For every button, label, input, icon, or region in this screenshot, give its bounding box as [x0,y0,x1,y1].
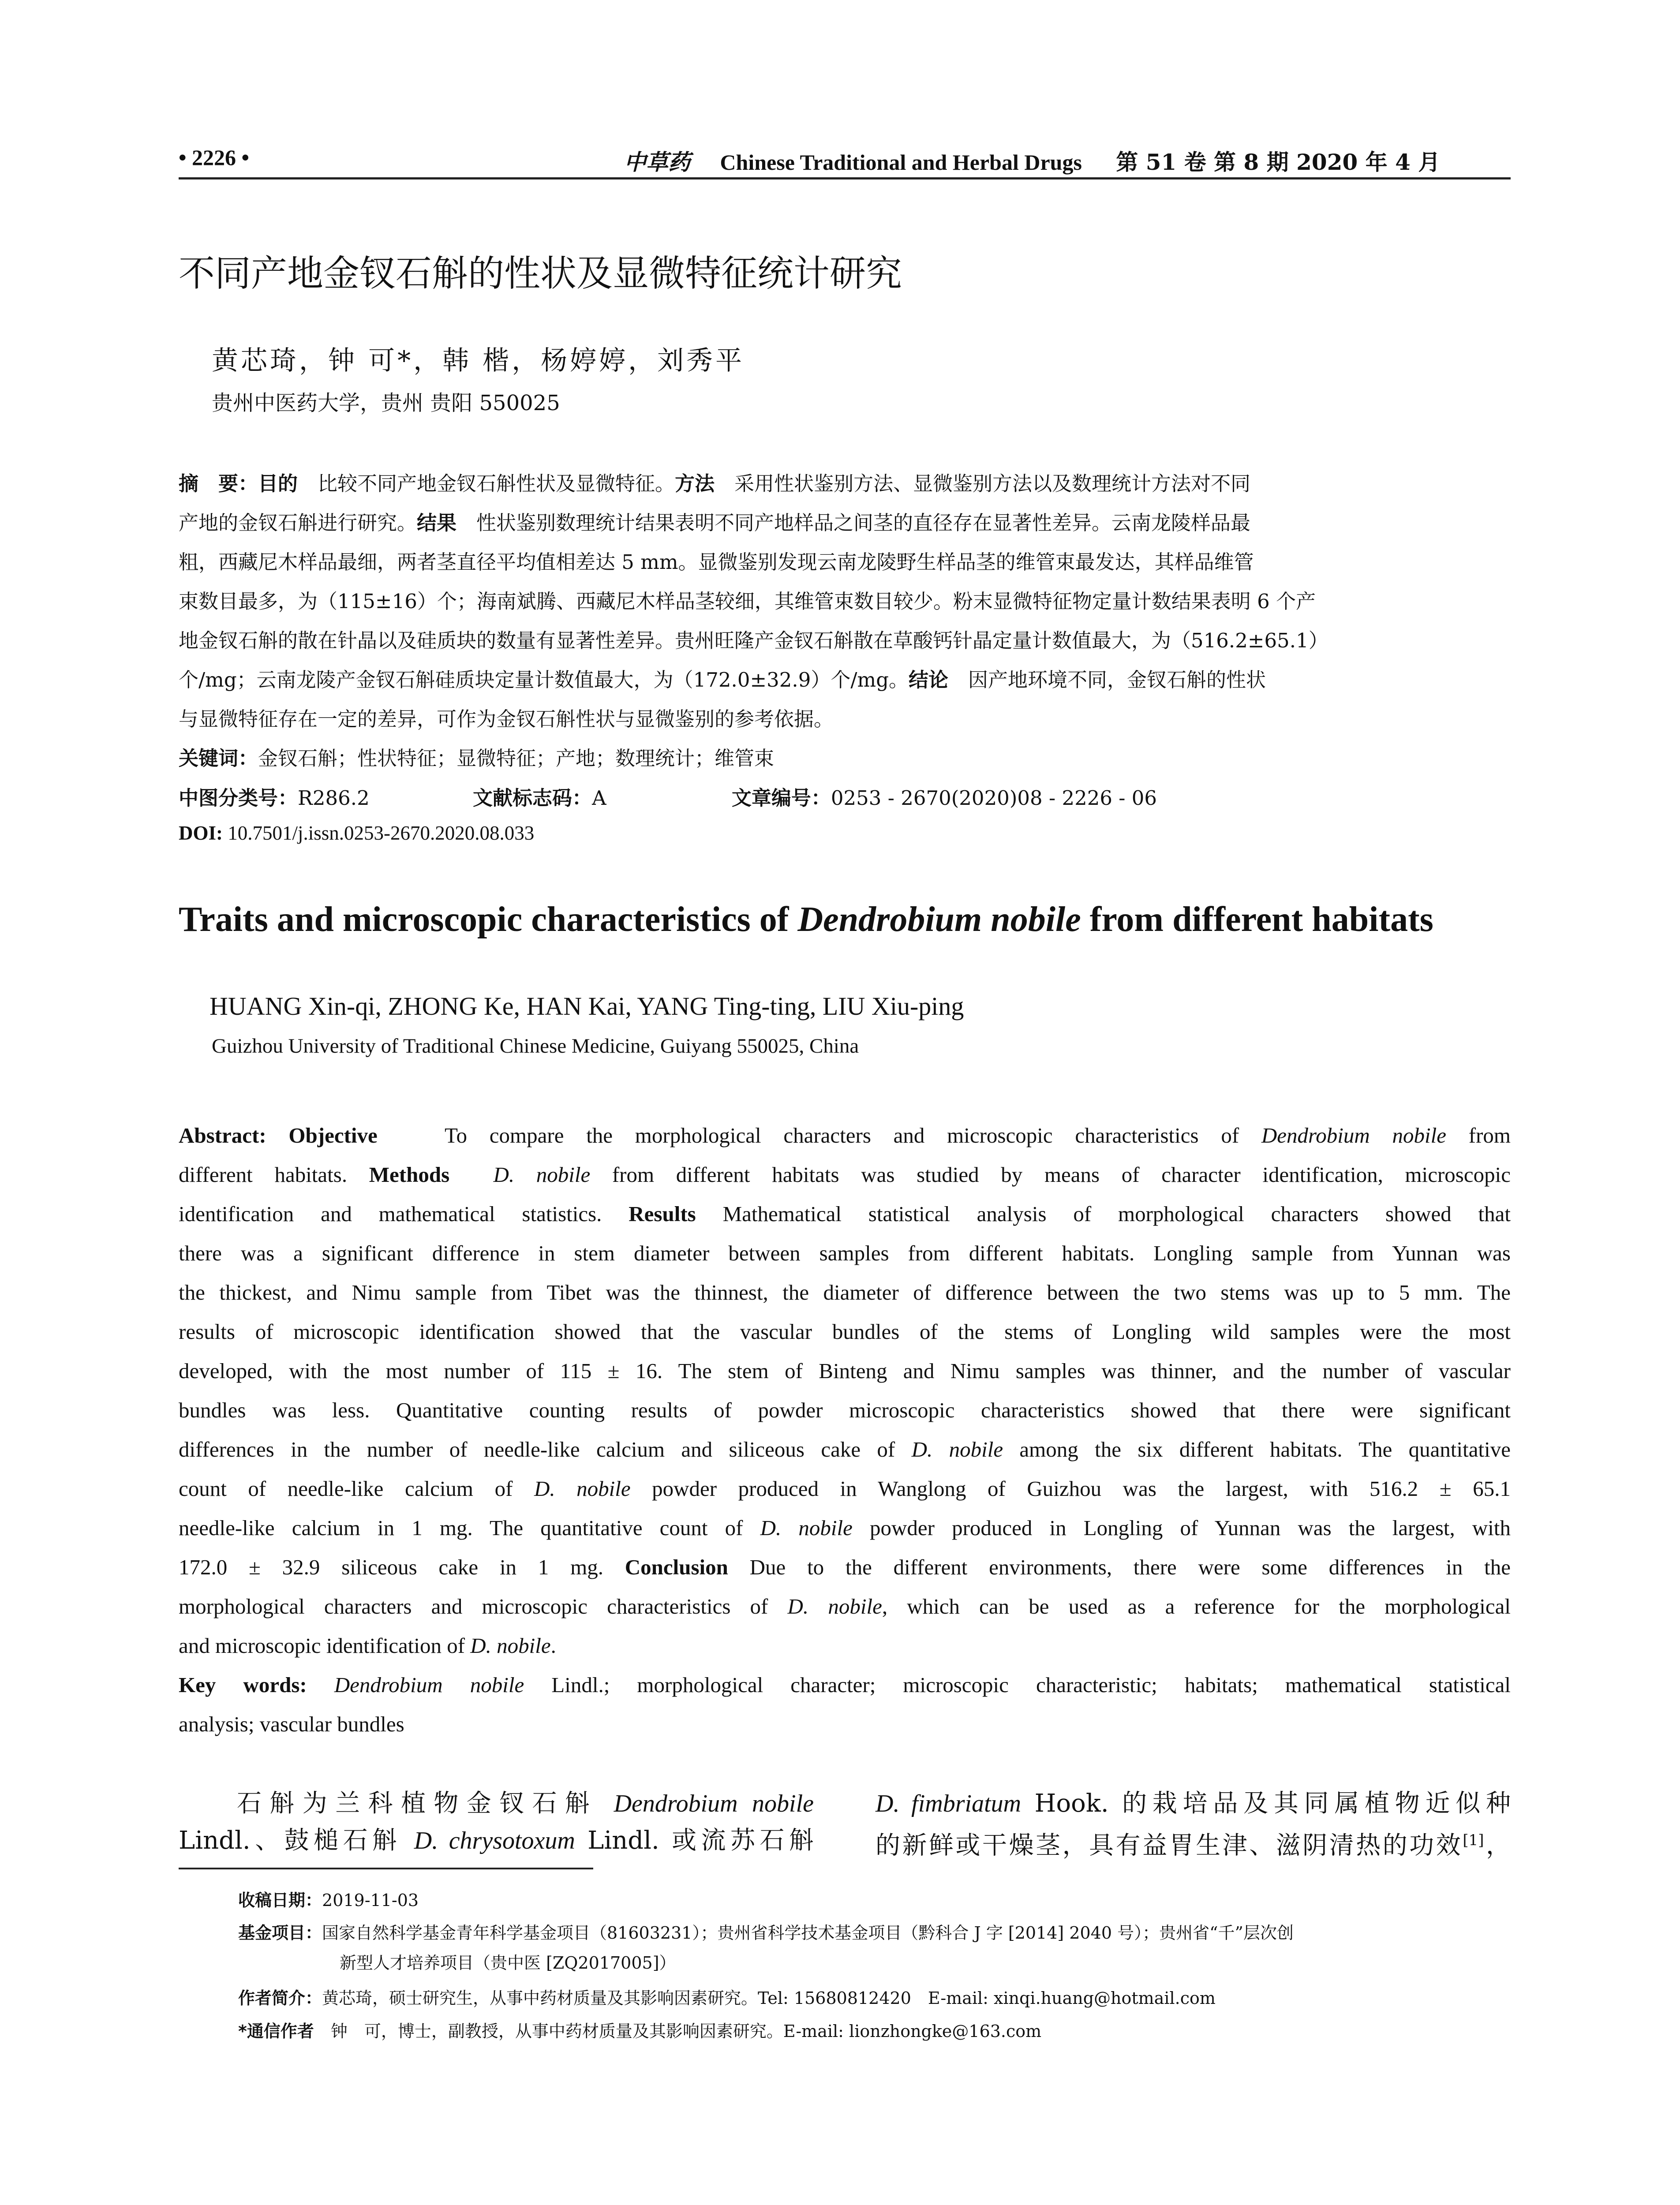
classification-line [179,782,1157,811]
body-text: Lindl. 或流苏石斛 [575,1826,814,1855]
abstract-en-text: and microscopic identification of [179,1633,471,1658]
journal-name-cn: 中草药 [624,149,690,175]
results-label-en: Results [629,1202,696,1226]
conclusion-label-cn: 结论 [909,668,949,691]
footnote-rule [179,1868,593,1869]
fund-label: 基金项目： [238,1923,322,1943]
article-no-label: 文章编号： [731,786,831,810]
footnote-author [238,1984,1216,2012]
abstract-en-text: needle-like calcium in 1 mg. The quantitative count of [179,1516,760,1540]
abstract-en-text: identification and mathematical statistics. [179,1202,629,1226]
abstract-en-text: different habitats. [179,1162,369,1187]
species-name: D. fimbriatum [876,1790,1021,1817]
abstract-cn-text: 地金钗石斛的散在针晶以及硅质块的数量有显著性差异。贵州旺隆产金钗石斛散在草酸钙针晶定量计数值最大，为（516.2±65.1） [179,629,1328,652]
title-en-species: Dendrobium nobile [797,900,1081,939]
body-text: 石斛为兰科植物金钗石斛 [237,1789,614,1818]
species-name: D. nobile [470,1633,551,1658]
citation-ref[interactable]: [1] [1463,1831,1484,1849]
abstract-cn-text: 因产地环境不同，金钗石斛的性状 [968,668,1266,691]
clc-value: R286.2 [298,786,370,810]
article-no-value: 0253 - 2670(2020)08 - 2226 - 06 [831,786,1157,810]
keywords-en-text: analysis; vascular bundles [179,1712,404,1736]
abstract-en-text: To compare the morphological characters and microscopic characteristics of [445,1123,1261,1147]
page-number: • 2226 • [179,145,250,170]
keywords-en-label: Key words: [179,1673,307,1697]
abstract-en-text: developed, with the most number of 115 ± 16. The stem of Binteng and Nimu samples was thinner, and the number of vascular [179,1359,1511,1383]
abstract-en-text: powder produced in Longling of Yunnan was the largest, with [852,1516,1511,1540]
abstract-en [179,1116,1511,1744]
abstract-cn [179,464,1511,739]
affiliation-en: Guizhou University of Traditional Chinese Medicine, Guiyang 550025, China [212,1035,859,1058]
species-name: Dendrobium nobile [614,1790,814,1817]
received-label: 收稿日期： [238,1891,322,1910]
body-column-left [179,1785,814,1859]
keywords-en-text: Lindl.; morphological character; microscopic characteristic; habitats; mathematical statistical [524,1673,1511,1697]
doi-value: 10.7501/j.issn.0253-2670.2020.08.033 [228,822,535,844]
title-cn: 不同产地金钗石斛的性状及显微特征统计研究 [179,253,902,295]
abstract-en-text: the thickest, and Nimu sample from Tibet was the thinnest, the diameter of difference between the two stems was up to 5 mm. The [179,1280,1511,1304]
abstract-cn-text: 个/mg；云南龙陵产金钗石斛硅质块定量计数值最大，为（172.0±32.9）个/mg。 [179,668,909,691]
corresponding-label: *通信作者 [238,2022,314,2041]
abstract-cn-text: 束数目最多，为（115±16）个；海南斌腾、西藏尼木样品茎较细，其维管束数目较少。粉末显微特征物定量计数结果表明 6 个产 [179,590,1316,613]
title-en [179,900,1433,940]
species-name: D. nobile [534,1476,631,1501]
abstract-en-text: differences in the number of needle-like calcium and siliceous cake of [179,1437,912,1461]
abstract-en-text: count of needle-like calcium of [179,1476,534,1501]
footnote-received [238,1887,419,1914]
body-text: Hook. 的栽培品及其同属植物近似种 [1021,1789,1511,1818]
keywords-cn [179,742,774,771]
abstract-cn-text: 产地的金钗石斛进行研究。 [179,511,417,534]
methods-label-en: Methods [369,1162,450,1187]
abstract-cn-text: 粗，西藏尼木样品最细，两者茎直径平均值相差达 5 mm。显微鉴别发现云南龙陵野生样品茎的维管束最发达，其样品维管 [179,550,1254,574]
species-name: D. nobile [760,1516,853,1540]
abstract-en-text: Due to the different environments, there were some differences in the [728,1555,1511,1579]
abstract-en-text: there was a significant difference in stem diameter between samples from different habitats. Longling sample from Yunnan was [179,1241,1511,1265]
doi-label: DOI: [179,822,223,844]
keywords-cn-label: 关键词： [179,747,258,770]
footnote-fund [238,1919,1294,1947]
affiliation-cn: 贵州中医药大学，贵州 贵阳 550025 [212,391,560,415]
body-text: 的新鲜或干燥茎，具有益胃生津、滋阴清热的功效 [876,1831,1463,1860]
abstract-cn-text: 与显微特征存在一定的差异，可作为金钗石斛性状与显微鉴别的参考依据。 [179,707,834,731]
abstract-en-text: morphological characters and microscopic characteristics of [179,1594,788,1618]
abstract-en-text: from [1446,1123,1511,1147]
keywords-cn-text: 金钗石斛；性状特征；显微特征；产地；数理统计；维管束 [258,747,775,770]
abstract-cn-label: 摘 要： [179,472,258,495]
species-name: Dendrobium nobile [1261,1123,1446,1147]
species-name: D. chrysotoxum [414,1827,575,1854]
species-name: Dendrobium nobile [334,1673,524,1697]
abstract-en-text: from different habitats was studied by means of character identification, microscopic [590,1162,1511,1187]
abstract-en-text: 172.0 ± 32.9 siliceous cake in 1 mg. [179,1555,625,1579]
body-text: ， [1484,1831,1511,1860]
author-label: 作者简介： [238,1988,322,2008]
footnote-fund-cont: 新型人才培养项目（贵中医 [ZQ2017005]） [340,1953,676,1973]
abstract-en-text: among the six different habitats. The quantitative [1003,1437,1511,1461]
abstract-en-text: , which can be used as a reference for the morphological [882,1594,1511,1618]
title-en-text: Traits and microscopic characteristics of [179,900,798,939]
abstract-cn-text: 采用性状鉴别方法、显微鉴别方法以及数理统计方法对不同 [734,472,1251,495]
species-name: D. nobile [787,1594,882,1618]
doi-line [179,822,534,845]
running-header [179,142,1511,179]
abstract-en-text: Mathematical statistical analysis of morphological characters showed that [696,1202,1511,1226]
corresponding-text: 钟 可，博士，副教授，从事中药材质量及其影响因素研究。E-mail: lionzhongke@163.com [330,2022,1042,2041]
clc-label: 中图分类号： [179,786,298,810]
objective-label-cn: 目的 [258,472,298,495]
author-text: 黄芯琦，硕士研究生，从事中药材质量及其影响因素研究。Tel: 15680812420 E-mail: xinqi.huang@hotmail.com [322,1988,1216,2008]
methods-label-cn: 方法 [675,472,715,495]
abstract-cn-text: 性状鉴别数理统计结果表明不同产地样品之间茎的直径存在显著性差异。云南龙陵样品最 [476,511,1251,534]
body-text: Lindl.、鼓槌石斛 [179,1826,414,1855]
journal-name-en: Chinese Traditional and Herbal Drugs [720,150,1082,175]
species-name: D. nobile [493,1162,591,1187]
abstract-en-label: Abstract: Objective [179,1123,378,1147]
species-name: D. nobile [911,1437,1003,1461]
received-date: 2019-11-03 [322,1891,419,1910]
authors-en: HUANG Xin-qi, ZHONG Ke, HAN Kai, YANG Ting-ting, LIU Xiu-ping [210,992,964,1020]
abstract-en-text: powder produced in Wanglong of Guizhou was the largest, with 516.2 ± 65.1 [630,1476,1511,1501]
abstract-en-text: bundles was less. Quantitative counting results of powder microscopic characteristics showed that there were significant [179,1398,1511,1422]
abstract-en-text: results of microscopic identification showed that the vascular bundles of the stems of Longling wild samples were the most [179,1319,1511,1344]
title-en-text: from different habitats [1081,900,1433,939]
journal-issue: 第 51 卷 第 8 期 2020 年 4 月 [1116,149,1441,175]
doc-code-value: A [592,786,606,810]
abstract-cn-text: 比较不同产地金钗石斛性状及显微特征。 [318,472,675,495]
conclusion-label-en: Conclusion [625,1555,728,1579]
abstract-en-text: . [550,1633,556,1658]
doc-code-label: 文献标志码： [473,786,592,810]
journal-line [624,145,1440,176]
fund-text: 国家自然科学基金青年科学基金项目（81603231）；贵州省科学技术基金项目（黔科合 J 字 [2014] 2040 号）；贵州省“千”层次创 [322,1923,1294,1943]
results-label-cn: 结果 [417,511,457,534]
body-column-right [876,1785,1511,1864]
authors-cn: 黄芯琦，钟 可*，韩 楷，杨婷婷，刘秀平 [212,345,745,376]
footnote-corresponding [238,2018,1041,2045]
